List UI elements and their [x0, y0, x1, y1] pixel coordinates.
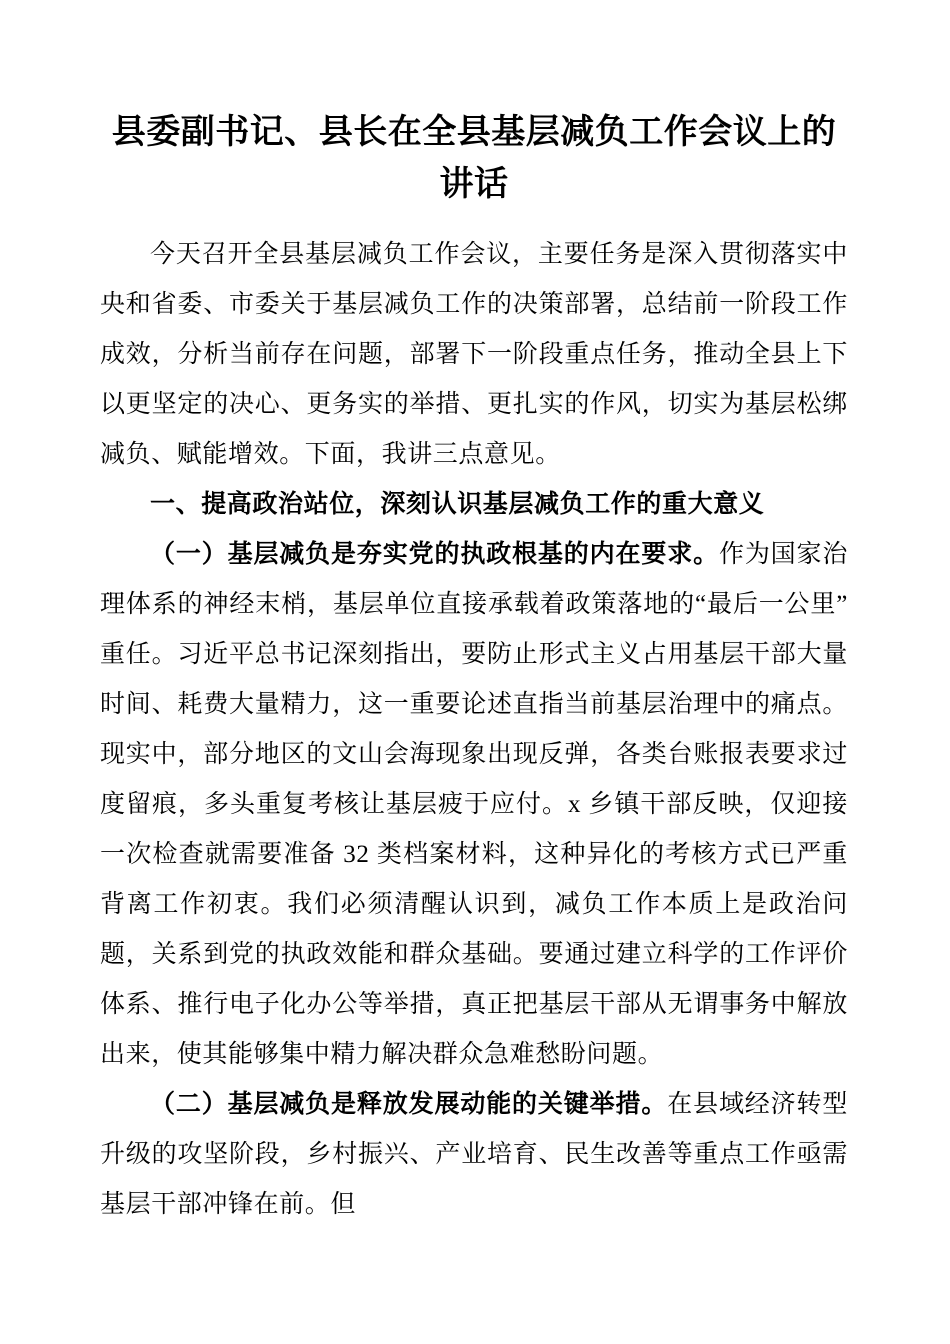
subsection-1-2-lead: （二）基层减负是释放发展动能的关键举措。 [150, 1091, 668, 1118]
section-heading-1: 一、提高政治站位，深刻认识基层减负工作的重大意义 [150, 491, 765, 518]
page-title [100, 0, 848, 210]
page-content-area [100, 0, 848, 1230]
subsection-1-2 [100, 1080, 848, 1230]
subsection-1-2-body: 在县域经济转型升级的攻坚阶段，乡村振兴、产业培育、民生改善等重点工作亟需基层干部冲锋在前。但 [100, 1091, 848, 1218]
subsection-1-1-body: 作为国家治理体系的神经末梢，基层单位直接承载着政策落地的“最后一公里”重任。习近平总书记深刻指出，要防止形式主义占用基层干部大量时间、耗费大量精力，这一重要论述直指当前基层治理中的痛点。现实中，部分地区的文山会海现象出现反弹，各类台账报表要求过度留痕，多头重复考核让基层疲于应付。x 乡镇干部反映，仅迎接一次检查就需要准备 32 类档案材料，这种异化的考核方式已严重背离工作初衷。我们必须清醒认识到，减负工作本质上是政治问题，关系到党的执政效能和群众基础。要通过建立科学的工作评价体系、推行电子化办公等举措，真正把基层干部从无谓事务中解放出来，使其能够集中精力解决群众急难愁盼问题。 [100, 541, 848, 1068]
title-line-2: 讲话 [439, 165, 509, 203]
subsection-1-1 [100, 530, 848, 1080]
subsection-1-1-lead: （一）基层减负是夯实党的执政根基的内在要求。 [150, 541, 719, 568]
opening-paragraph: 今天召开全县基层减负工作会议，主要任务是深入贯彻落实中央和省委、市委关于基层减负工作的决策部署，总结前一阶段工作成效，分析当前存在问题，部署下一阶段重点任务，推动全县上下以更坚定的决心、更务实的举措、更扎实的作风，切实为基层松绑减负、赋能增效。下面，我讲三点意见。 [100, 241, 848, 468]
title-line-1: 县委副书记、县长在全县基层减负工作会议上的 [111, 113, 837, 151]
